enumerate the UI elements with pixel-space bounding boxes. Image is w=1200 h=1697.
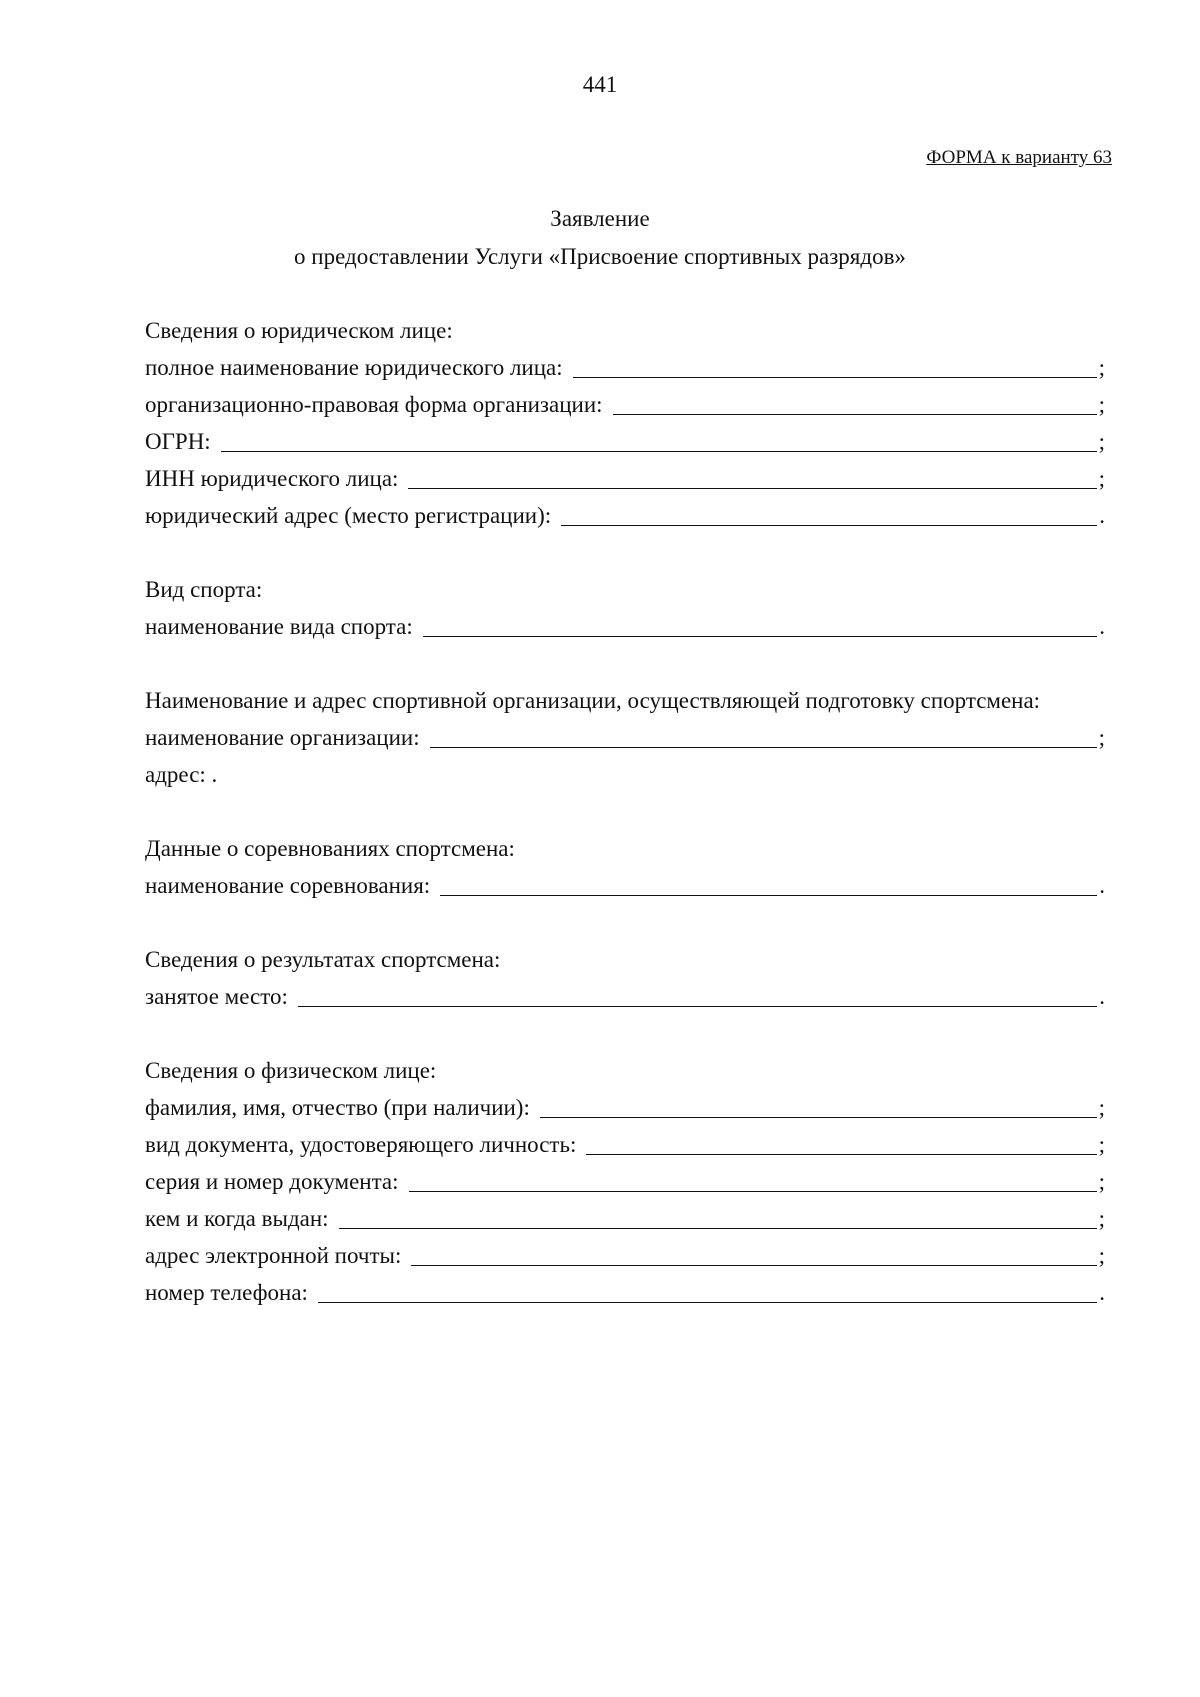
field-phone bbox=[145, 1274, 1105, 1311]
fill-in-blank[interactable] bbox=[440, 871, 1097, 896]
fill-in-blank[interactable] bbox=[409, 1167, 1097, 1192]
field-document-number bbox=[145, 1163, 1105, 1200]
field-label: фамилия, имя, отчество (при наличии): bbox=[145, 1095, 530, 1120]
fill-in-blank[interactable] bbox=[423, 612, 1098, 637]
field-end-mark: ; bbox=[1098, 392, 1105, 417]
section-heading: Наименование и адрес спортивной организации, осуществляющей подготовку спортсмена: bbox=[145, 688, 1041, 713]
field-label: полное наименование юридического лица: bbox=[145, 355, 563, 380]
field-end-mark: . bbox=[1099, 1280, 1105, 1305]
fill-in-blank[interactable] bbox=[298, 982, 1097, 1007]
field-label: наименование соревнования: bbox=[145, 873, 431, 898]
section-results bbox=[145, 941, 1105, 1015]
fill-in-blank[interactable] bbox=[411, 1241, 1096, 1266]
page-number: 441 bbox=[582, 72, 618, 97]
field-organization-address: адрес: . bbox=[145, 762, 218, 787]
field-label: занятое место: bbox=[145, 984, 288, 1009]
section-competitions bbox=[145, 830, 1105, 904]
field-label: вид документа, удостоверяющего личность: bbox=[145, 1132, 577, 1157]
field-end-mark: . bbox=[1099, 984, 1105, 1009]
section-heading: Сведения о результатах спортсмена: bbox=[145, 947, 501, 972]
field-ogrn bbox=[145, 423, 1105, 460]
fill-in-blank[interactable] bbox=[339, 1204, 1097, 1229]
field-label: ОГРН: bbox=[145, 429, 211, 454]
section-sport bbox=[145, 571, 1105, 645]
fill-in-blank[interactable] bbox=[573, 353, 1097, 378]
field-email bbox=[145, 1237, 1105, 1274]
fill-in-blank[interactable] bbox=[561, 501, 1097, 526]
field-end-mark: . bbox=[1099, 614, 1105, 639]
fill-in-blank[interactable] bbox=[430, 723, 1097, 748]
section-heading: Вид спорта: bbox=[145, 577, 263, 602]
field-label: адрес электронной почты: bbox=[145, 1243, 402, 1268]
field-sport-name bbox=[145, 608, 1105, 645]
field-end-mark: ; bbox=[1098, 466, 1105, 491]
field-organization-name bbox=[145, 719, 1105, 756]
section-sports-organization bbox=[145, 682, 1105, 793]
field-end-mark: . bbox=[1099, 503, 1105, 528]
field-end-mark: ; bbox=[1098, 725, 1105, 750]
field-label: ИНН юридического лица: bbox=[145, 466, 399, 491]
field-label: наименование организации: bbox=[145, 725, 420, 750]
section-heading: Сведения о физическом лице: bbox=[145, 1058, 437, 1083]
document-subtitle: о предоставлении Услуги «Присвоение спортивных разрядов» bbox=[294, 244, 906, 269]
field-place-taken bbox=[145, 978, 1105, 1015]
fill-in-blank[interactable] bbox=[221, 427, 1097, 452]
field-end-mark: . bbox=[1099, 873, 1105, 898]
form-body bbox=[145, 312, 1105, 1311]
field-label: организационно-правовая форма организации: bbox=[145, 392, 603, 417]
field-issued-by bbox=[145, 1200, 1105, 1237]
field-end-mark: ; bbox=[1098, 1243, 1105, 1268]
field-inn bbox=[145, 460, 1105, 497]
fill-in-blank[interactable] bbox=[540, 1093, 1097, 1118]
field-end-mark: ; bbox=[1098, 355, 1105, 380]
field-end-mark: ; bbox=[1098, 1132, 1105, 1157]
field-end-mark: ; bbox=[1098, 429, 1105, 454]
fill-in-blank[interactable] bbox=[318, 1278, 1097, 1303]
field-legal-address bbox=[145, 497, 1105, 534]
field-label: серия и номер документа: bbox=[145, 1169, 399, 1194]
field-competition-name bbox=[145, 867, 1105, 904]
field-label: юридический адрес (место регистрации): bbox=[145, 503, 552, 528]
field-end-mark: ; bbox=[1098, 1095, 1105, 1120]
fill-in-blank[interactable] bbox=[613, 390, 1097, 415]
field-label: кем и когда выдан: bbox=[145, 1206, 329, 1231]
section-heading: Данные о соревнованиях спортсмена: bbox=[145, 836, 515, 861]
field-legal-form bbox=[145, 386, 1105, 423]
form-reference: ФОРМА к варианту 63 bbox=[926, 147, 1112, 168]
field-full-name-person bbox=[145, 1089, 1105, 1126]
section-heading: Сведения о юридическом лице: bbox=[145, 318, 453, 343]
field-end-mark: ; bbox=[1098, 1206, 1105, 1231]
field-full-name bbox=[145, 349, 1105, 386]
document-title: Заявление bbox=[550, 206, 650, 231]
field-label: номер телефона: bbox=[145, 1280, 308, 1305]
section-legal-entity bbox=[145, 312, 1105, 534]
field-label: наименование вида спорта: bbox=[145, 614, 413, 639]
field-id-document-type bbox=[145, 1126, 1105, 1163]
fill-in-blank[interactable] bbox=[408, 464, 1096, 489]
field-end-mark: ; bbox=[1098, 1169, 1105, 1194]
section-individual bbox=[145, 1052, 1105, 1311]
fill-in-blank[interactable] bbox=[586, 1130, 1096, 1155]
